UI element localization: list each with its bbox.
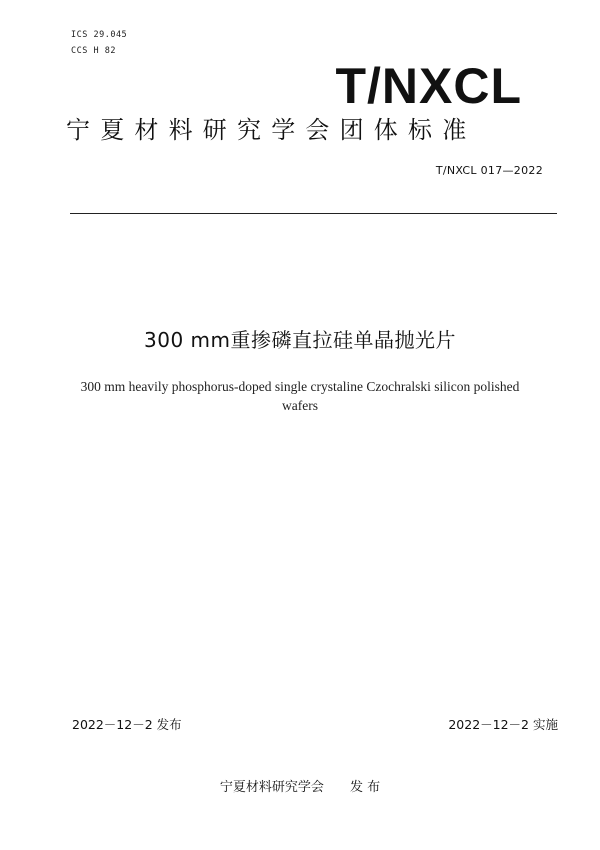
document-title-english: 300 mm heavily phosphorus-doped single crystaline Czochralski silicon polished wafers [80, 379, 520, 413]
standard-logo: T/NXCL [335, 58, 522, 114]
document-title-chinese: 300 mm重掺磷直拉硅单晶抛光片 [144, 328, 456, 352]
publish-date: 2022－12－2 发布 [72, 717, 182, 732]
ccs-code: CCS H 82 [71, 46, 116, 56]
standard-number: T/NXCL 017—2022 [435, 164, 543, 177]
issuer-line [0, 776, 600, 795]
ics-code: ICS 29.045 [71, 30, 128, 40]
issuer-name: 宁夏材料研究学会 [219, 780, 324, 795]
implement-date: 2022－12－2 实施 [448, 717, 558, 732]
standard-type-title: 宁夏材料研究学会团体标准 [66, 116, 477, 144]
header-divider [70, 213, 557, 214]
issue-action: 发 布 [349, 780, 381, 795]
